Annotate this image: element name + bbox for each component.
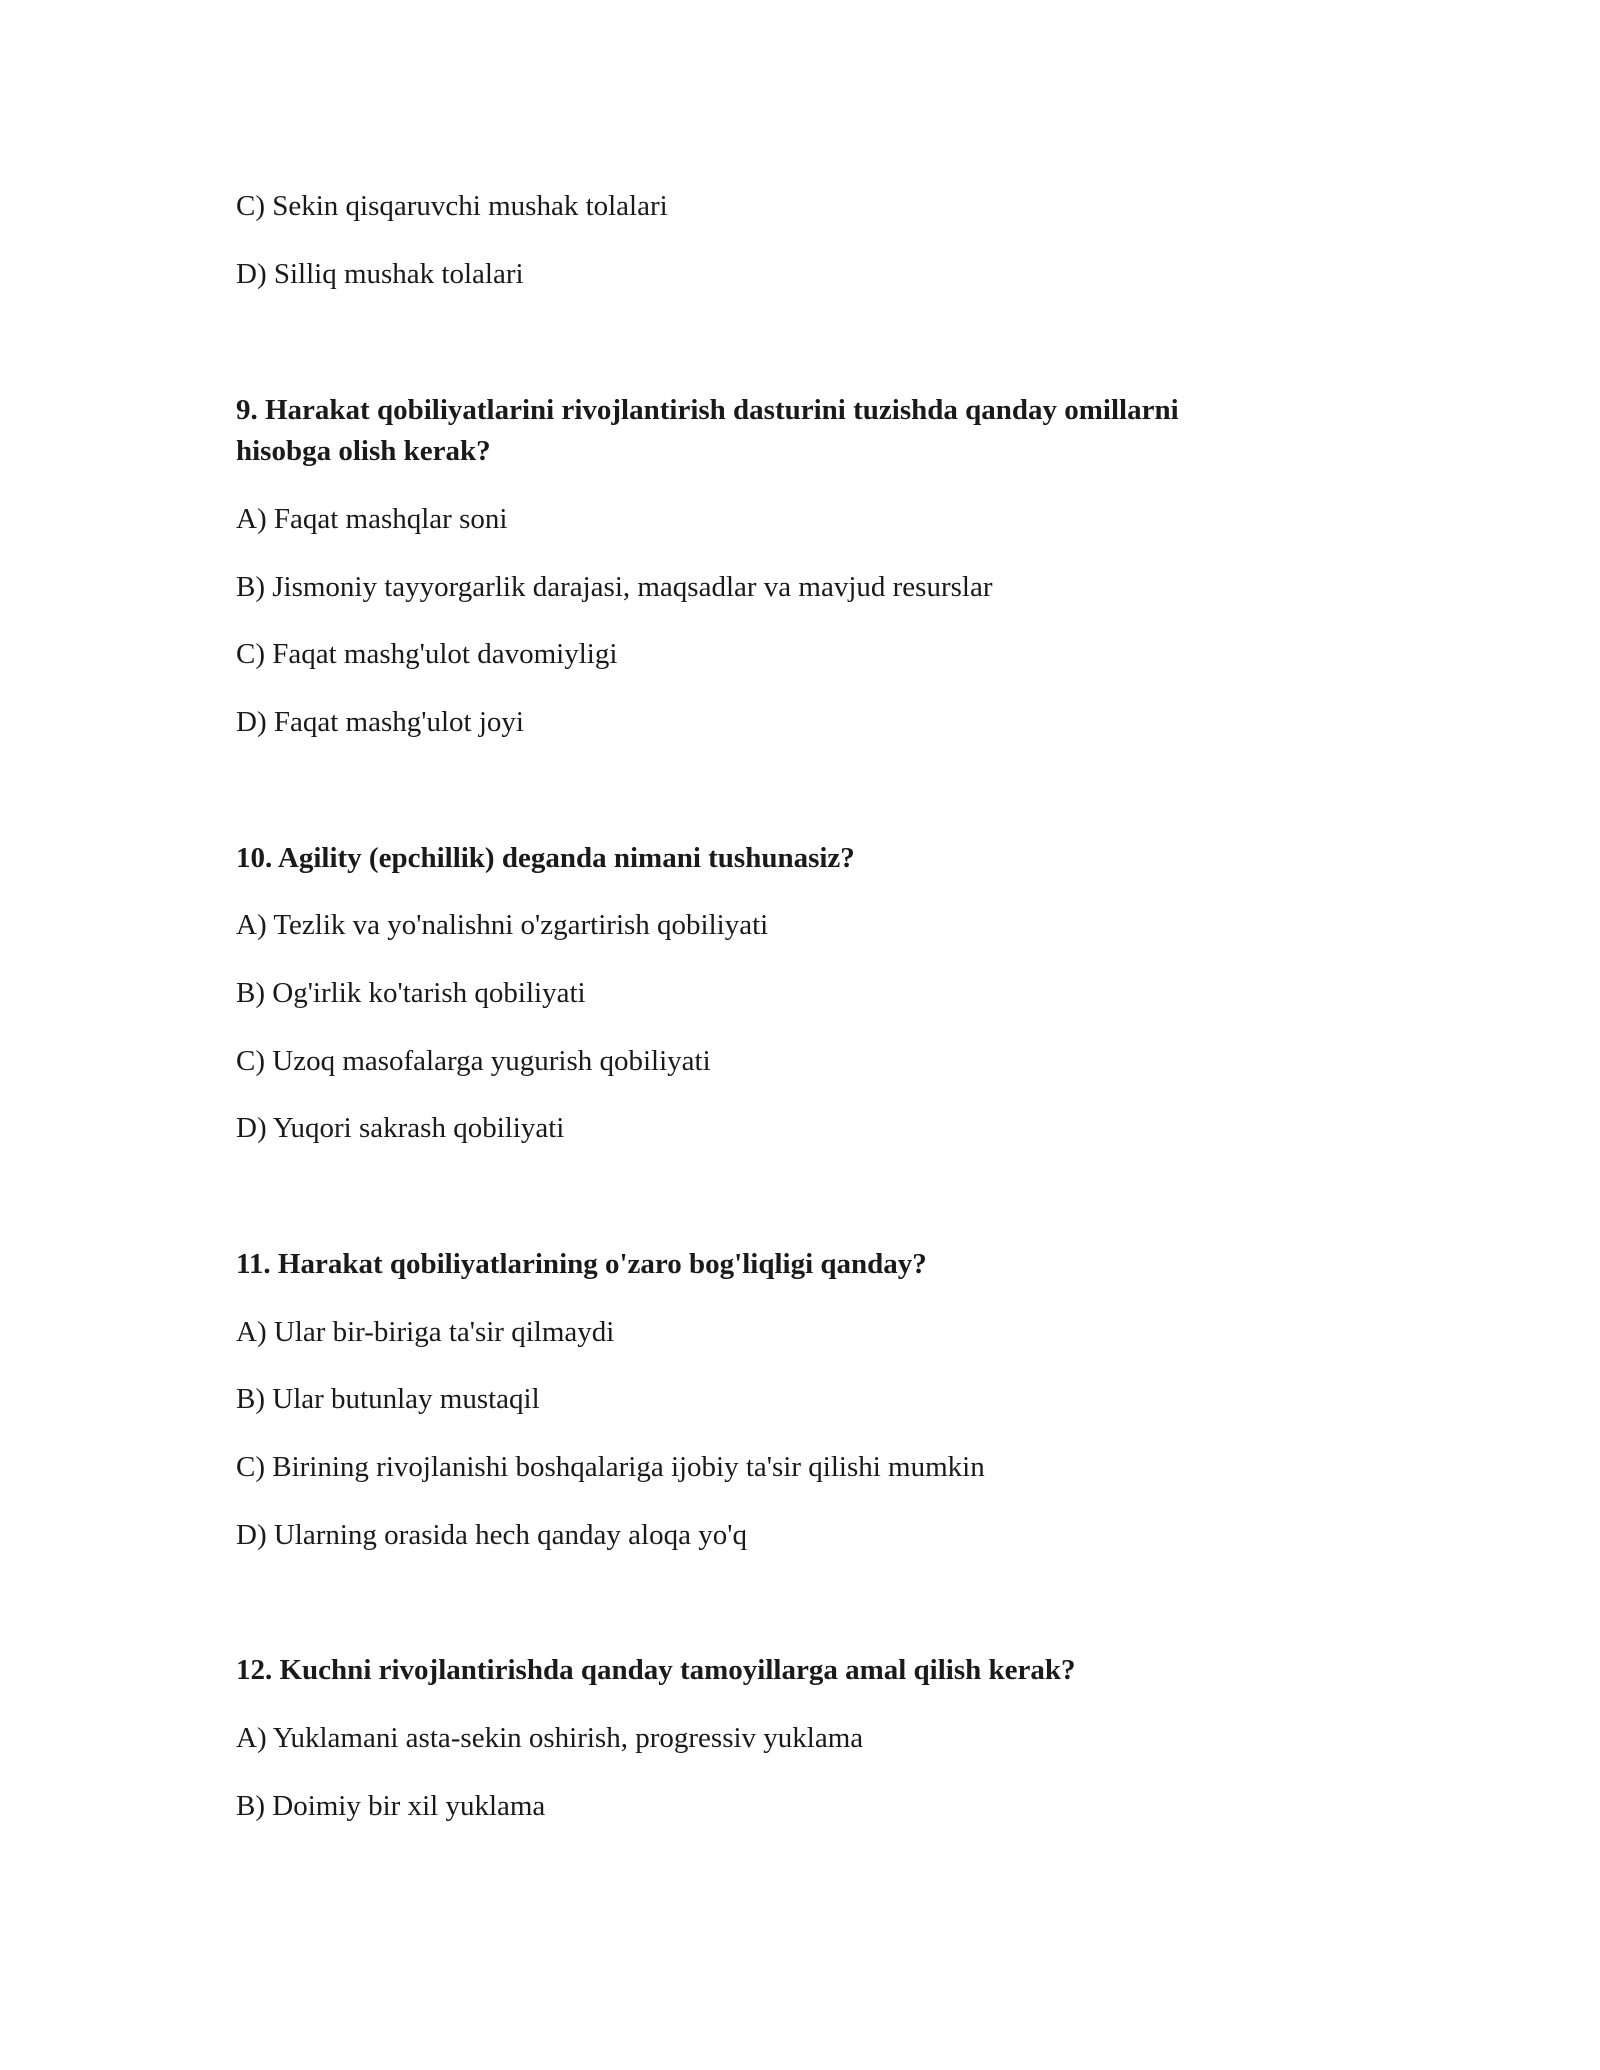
- question-heading: 9. Harakat qobiliyatlarini rivojlantirish dasturini tuzishda qanday omillarni: [236, 394, 1179, 426]
- option-text: B) Ular butunlay mustaqil: [236, 1383, 540, 1415]
- option-text: D) Silliq mushak tolalari: [236, 258, 524, 290]
- option-text: D) Yuqori sakrash qobiliyati: [236, 1112, 565, 1144]
- question-heading: 11. Harakat qobiliyatlarining o'zaro bog'liqligi qanday?: [236, 1248, 927, 1280]
- option-text: C) Sekin qisqaruvchi mushak tolalari: [236, 190, 668, 222]
- option-text: B) Doimiy bir xil yuklama: [236, 1790, 546, 1822]
- option-text: C) Faqat mashg'ulot davomiyligi: [236, 638, 618, 670]
- question-heading: 12. Kuchni rivojlantirishda qanday tamoyillarga amal qilish kerak?: [236, 1654, 1076, 1686]
- option-text: D) Ularning orasida hech qanday aloqa yo'q: [236, 1519, 747, 1551]
- option-text: C) Uzoq masofalarga yugurish qobiliyati: [236, 1045, 711, 1077]
- option-text: A) Ular bir-biriga ta'sir qilmaydi: [236, 1316, 615, 1348]
- option-text: B) Og'irlik ko'tarish qobiliyati: [236, 977, 586, 1009]
- option-text: A) Tezlik va yo'nalishni o'zgartirish qobiliyati: [236, 909, 769, 941]
- option-text: C) Birining rivojlanishi boshqalariga ijobiy ta'sir qilishi mumkin: [236, 1451, 985, 1483]
- option-text: D) Faqat mashg'ulot joyi: [236, 706, 524, 738]
- option-text: A) Yuklamani asta-sekin oshirish, progressiv yuklama: [236, 1722, 864, 1754]
- option-text: B) Jismoniy tayyorgarlik darajasi, maqsadlar va mavjud resurslar: [236, 571, 993, 603]
- question-heading: 10. Agility (epchillik) deganda nimani tushunasiz?: [236, 842, 855, 874]
- option-text: A) Faqat mashqlar soni: [236, 503, 508, 535]
- question-heading: hisobga olish kerak?: [236, 435, 491, 467]
